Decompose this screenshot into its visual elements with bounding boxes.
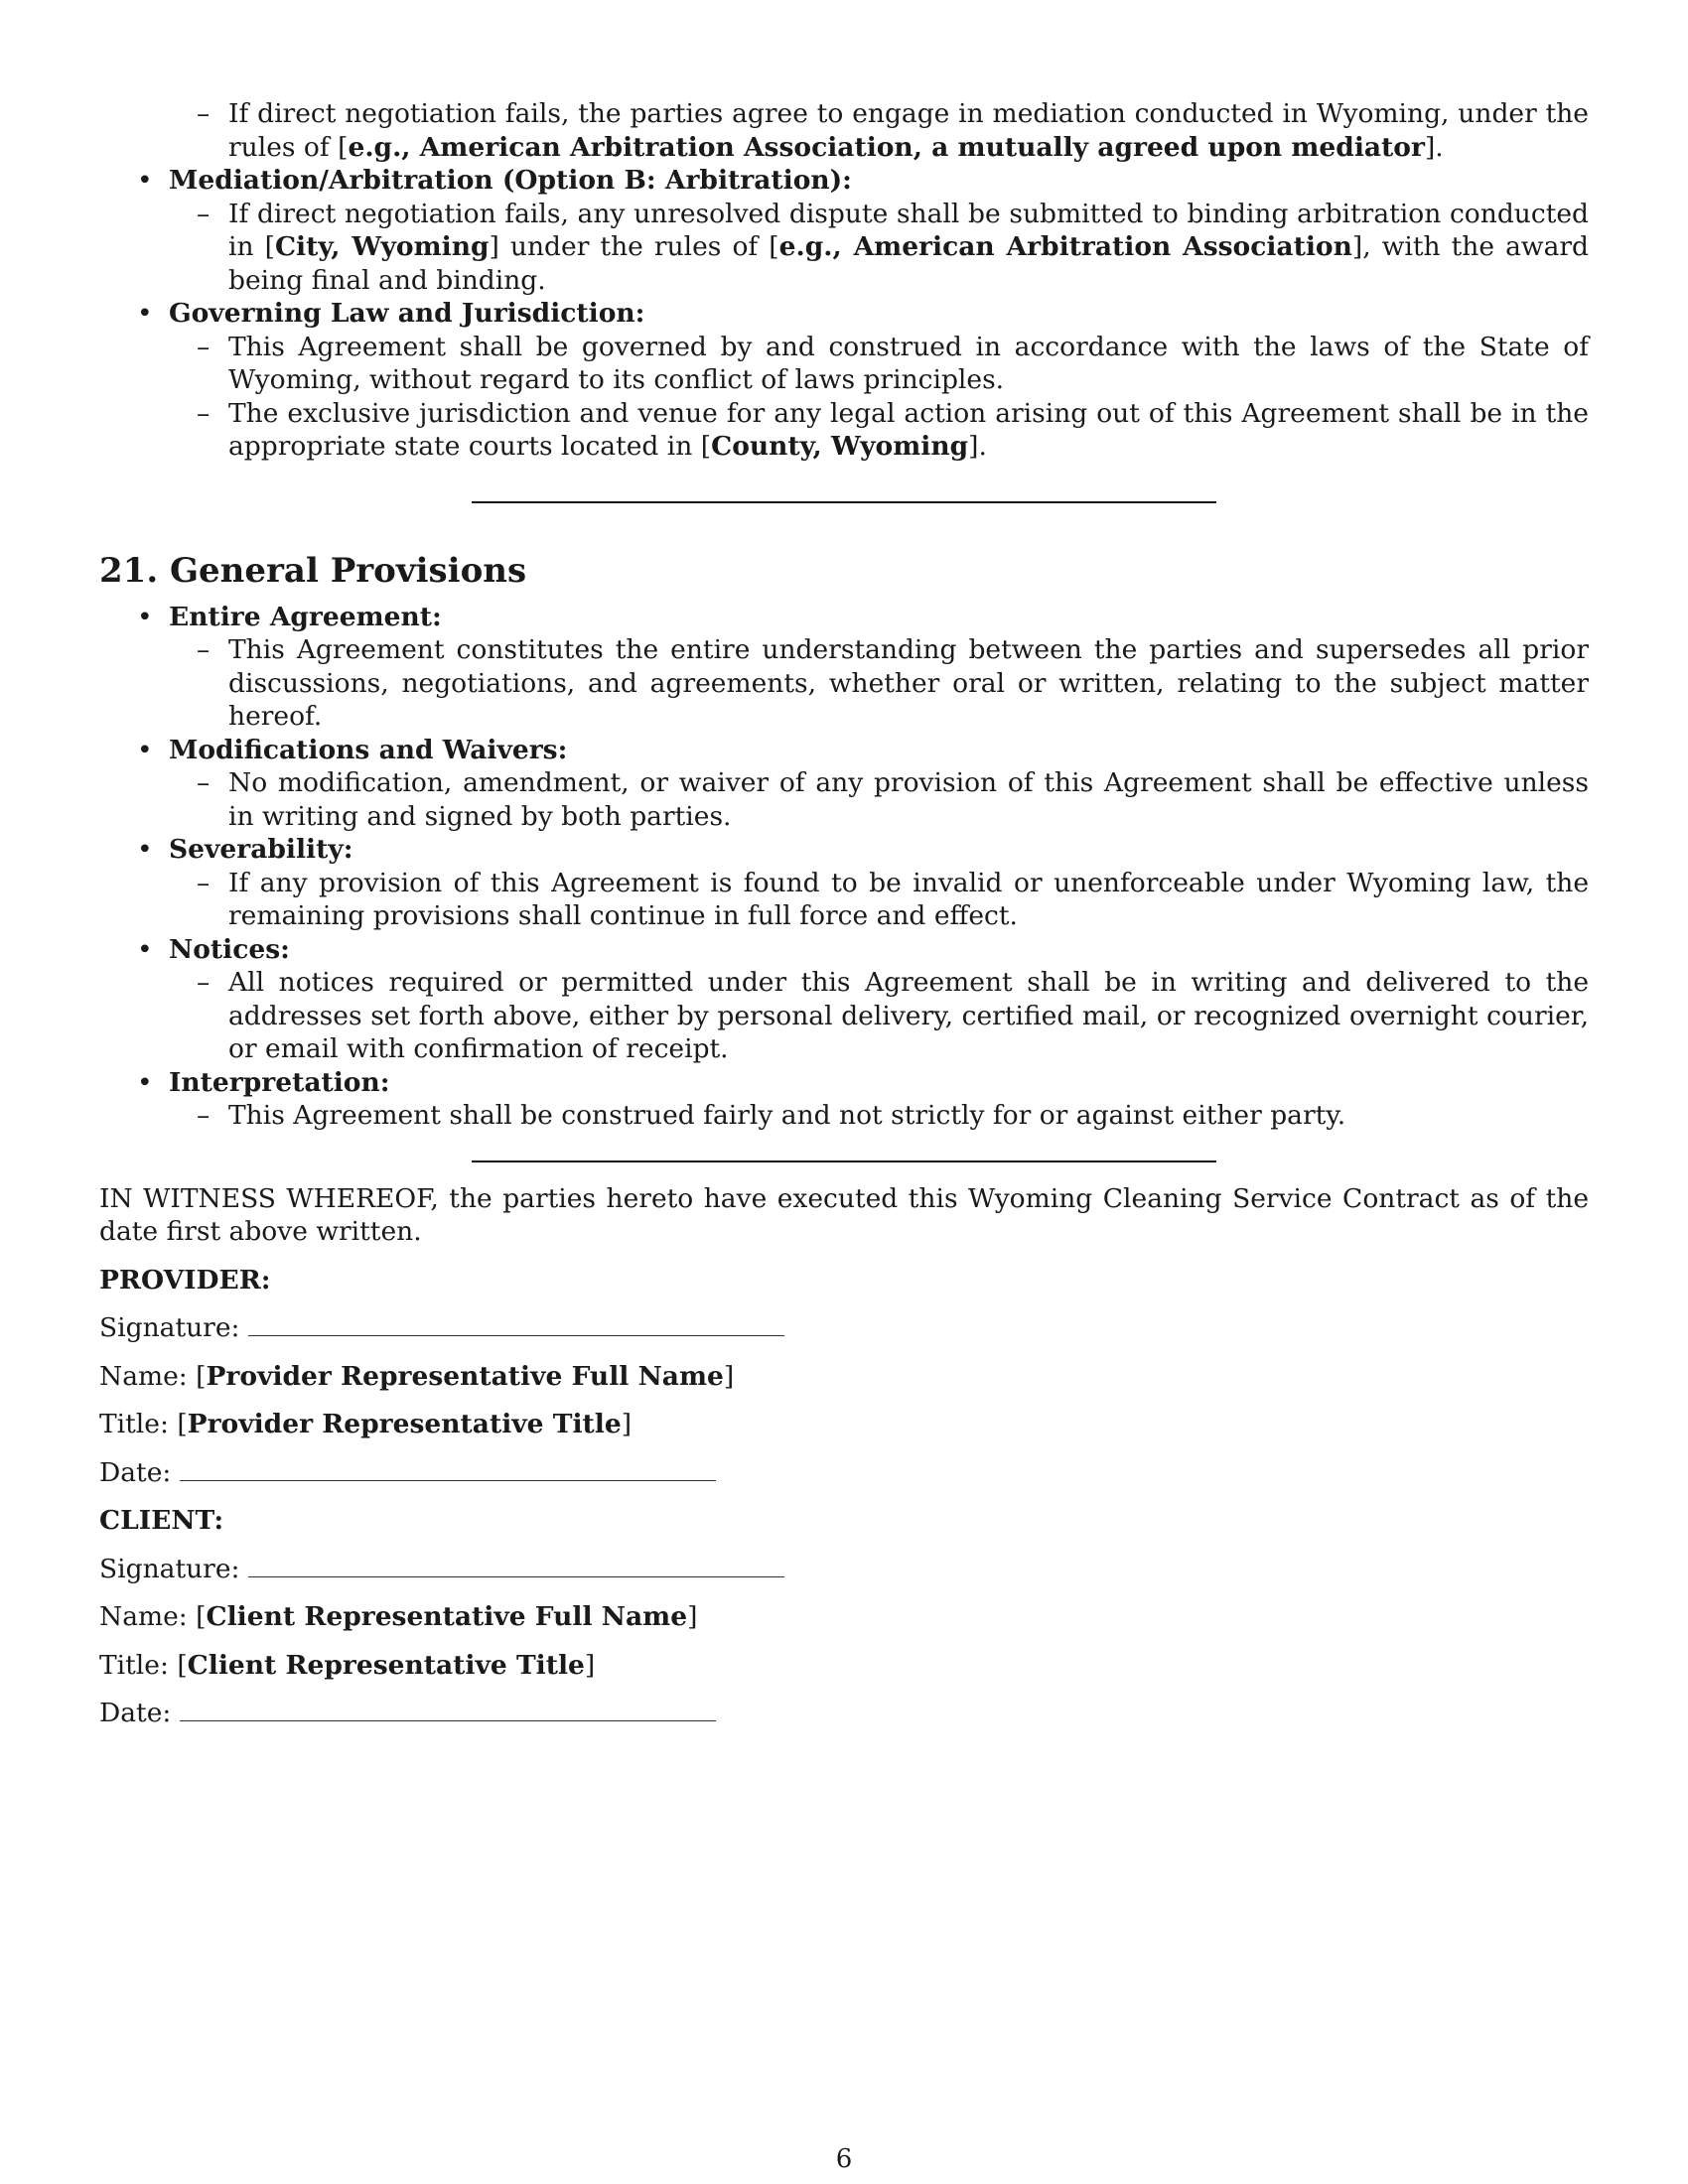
arbitration-heading: • Mediation/Arbitration (Option B: Arbitration): <box>99 164 1589 198</box>
provider-date-line[interactable]: Date: <box>99 1456 1589 1490</box>
client-date-line[interactable]: Date: <box>99 1697 1589 1730</box>
entire-agreement-heading: • Entire Agreement: <box>99 601 1589 634</box>
client-signature-blank[interactable] <box>248 1555 784 1577</box>
jurisdiction-clause: – The exclusive jurisdiction and venue for any legal action arising out of this Agreement shall be in the appropriate state courts located in [County, Wyoming]. <box>99 397 1589 464</box>
notices-text: – All notices required or permitted under this Agreement shall be in writing and delivered to the addresses set forth above, either by personal delivery, certified mail, or recognized overnight courier, or email with confirmation of receipt. <box>99 966 1589 1066</box>
provider-label: PROVIDER: <box>99 1264 271 1296</box>
governing-law-heading: • Governing Law and Jurisdiction: <box>99 297 1589 331</box>
severability-heading: • Severability: <box>99 833 1589 867</box>
witness-clause: IN WITNESS WHEREOF, the parties hereto have executed this Wyoming Cleaning Service Contract as of the date first above written. <box>99 1182 1589 1247</box>
severability-text: – If any provision of this Agreement is found to be invalid or unenforceable under Wyoming law, the remaining provisions shall continue in full force and effect. <box>99 867 1589 933</box>
page-number: 6 <box>835 2144 853 2174</box>
arbitration-clause: – If direct negotiation fails, any unresolved dispute shall be submitted to binding arbitration conducted in [City, Wyoming] under the rules of [e.g., American Arbitration Association], with the award being final and binding. <box>99 198 1589 298</box>
provider-date-blank[interactable] <box>180 1458 716 1481</box>
interpretation-text: – This Agreement shall be construed fairly and not strictly for or against either party. <box>99 1099 1589 1133</box>
provider-name-line: Name: [Provider Representative Full Name] <box>99 1360 735 1392</box>
entire-agreement-text: – This Agreement constitutes the entire understanding between the parties and supersedes all prior discussions, negotiations, and agreements, whether oral or written, relating to the subject matter hereof. <box>99 633 1589 734</box>
client-title-line: Title: [Client Representative Title] <box>99 1649 596 1681</box>
client-signature-line[interactable]: Signature: <box>99 1553 1589 1586</box>
provider-title-line: Title: [Provider Representative Title] <box>99 1409 633 1439</box>
provider-signature-blank[interactable] <box>248 1313 784 1336</box>
modifications-heading: • Modifications and Waivers: <box>99 734 1589 767</box>
governing-law-clause: – This Agreement shall be governed by and construed in accordance with the laws of the State of Wyoming, without regard to its conflict of laws principles. <box>99 331 1589 397</box>
interpretation-heading: • Interpretation: <box>99 1066 1589 1100</box>
mediation-clause: – If direct negotiation fails, the parties agree to engage in mediation conducted in Wyoming, under the rules of [e.g., American Arbitration Association, a mutually agreed upon mediator]. <box>99 97 1589 164</box>
document-page <box>99 97 1589 1730</box>
notices-heading: • Notices: <box>99 933 1589 967</box>
client-date-blank[interactable] <box>180 1699 716 1721</box>
client-label: CLIENT: <box>99 1505 224 1536</box>
modifications-text: – No modification, amendment, or waiver of any provision of this Agreement shall be effective unless in writing and signed by both parties. <box>99 766 1589 833</box>
client-name-line: Name: [Client Representative Full Name] <box>99 1601 698 1632</box>
provider-signature-line[interactable]: Signature: <box>99 1311 1589 1345</box>
section-21-heading: 21. General Provisions <box>99 550 527 591</box>
